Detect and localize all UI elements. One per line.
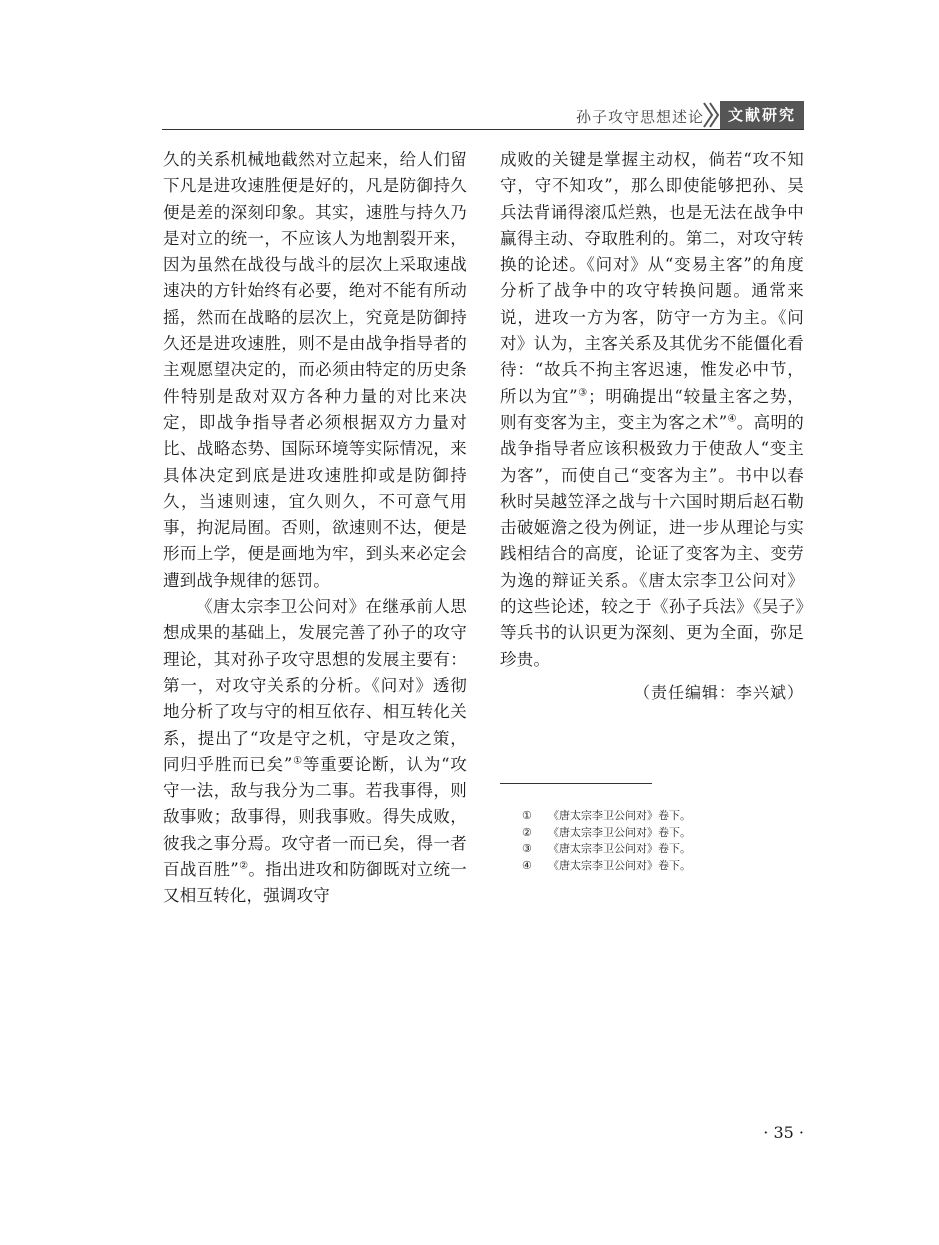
running-header-title: 孙子攻守思想述论 bbox=[575, 108, 704, 126]
body-paragraph: 久的关系机械地截然对立起来，给人们留下凡是进攻速胜便是好的，凡是防御持久便是差的深刻印象。其实，速胜与持久乃是对立的统一，不应该人为地割裂开来，因为虽然在战役与战斗的层次上采取速战速决的方针始终有必要，绝对不能有所动摇，然而在战略的层次上，究竟是防御持久还是进攻速胜，则不是由战争指导者的主观愿望决定的，而必须由特定的历史条件特别是敌对双方各种力量的对比来决定，即战争指导者必须根据双方力量对比、战略态势、国际环境等实际情况，来具体决定到底是进攻速胜抑或是防御持久，当速则速，宜久则久，不可意气用事，拘泥局囿。否则，欲速则不达，便是形而上学，便是画地为牢，到头来必定会遭到战争规律的惩罚。 bbox=[163, 150, 467, 590]
body-paragraph bbox=[500, 147, 804, 673]
footnote-list bbox=[522, 808, 691, 874]
body-paragraph bbox=[163, 594, 467, 910]
editor-credit: （责任编辑：李兴斌） bbox=[633, 683, 804, 702]
right-column bbox=[500, 147, 804, 673]
footnote-mark: ④ bbox=[522, 858, 532, 872]
footnote-text: 《唐太宗李卫公问对》卷下。 bbox=[548, 858, 691, 872]
footnote-item bbox=[522, 825, 691, 842]
footnote-item bbox=[522, 841, 691, 858]
footnote-divider bbox=[500, 783, 652, 784]
running-header bbox=[162, 101, 804, 130]
footnote-mark: ② bbox=[522, 825, 532, 839]
footnote-reference[interactable]: ① bbox=[292, 755, 303, 767]
footnote-text: 《唐太宗李卫公问对》卷下。 bbox=[548, 842, 691, 855]
footnote-mark: ① bbox=[522, 809, 532, 822]
footnote-item bbox=[522, 858, 691, 875]
footnote-reference[interactable]: ③ bbox=[577, 387, 589, 399]
category-badge: 文献研究 bbox=[720, 101, 804, 129]
footnote-reference[interactable]: ④ bbox=[727, 413, 737, 425]
page-number: · 35 · bbox=[763, 1123, 804, 1142]
body-text: 《唐太宗李卫公问对》在继承前人思想成果的基础上，发展完善了孙子的攻守理论，其对孙子攻守思想的发展主要有：第一，对攻守关系的分析。《问对》透彻地分析了攻与守的相互依存、相互转化关系，提出了“攻是守之机，守是攻之策，同归乎胜而已矣” bbox=[163, 597, 467, 774]
footnote-text: 《唐太宗李卫公问对》卷下。 bbox=[548, 825, 691, 839]
footnote-reference[interactable]: ② bbox=[238, 860, 249, 872]
chevron-right-icon bbox=[702, 101, 720, 129]
body-text: ；明确提出“较量主客之势，则有变客为主，变主为客之术” bbox=[500, 386, 804, 432]
left-column bbox=[163, 147, 467, 910]
body-text: 成败的关键是掌握主动权，倘若“攻不知守，守不知攻”，那么即使能够把孙、吴兵法背诵得滚瓜烂熟，也是无法在战争中赢得主动、夺取胜利的。第二，对攻守转换的论述。《问对》从“变易主客”的角度分析了战争中的攻守转换问题。通常来说，进攻一方为客，防守一方为主。《问对》认为，主客关系及其优劣不能僵化看待：“故兵不拘主客迟速，惟发必中节，所以为宜” bbox=[500, 150, 804, 406]
body-text: 。高明的战争指导者应该积极致力于使敌人“变主为客”，而使自己“变客为主”。书中以春秋时吴越笠泽之战与十六国时期后赵石勒击破姬澹之役为例证，进一步从理论与实践相结合的高度，论证了变客为主、变劳为逸的辩证关系。《唐太宗李卫公问对》的这些论述，较之于《孙子兵法》《吴子》等兵书的认识更为深刻、更为全面，弥足珍贵。 bbox=[500, 412, 804, 669]
footnote-item bbox=[522, 808, 691, 825]
body-text: 等重要论断，认为“攻守一法，敌与我分为二事。若我事得，则敌事败；敌事得，则我事败。得失成败，彼我之事分焉。攻守者一而已矣，得一者百战百胜” bbox=[163, 754, 467, 880]
body-text: 。指出进攻和防御既对立统一又相互转化，强调攻守 bbox=[163, 860, 467, 906]
footnote-text: 《唐太宗李卫公问对》卷下。 bbox=[548, 809, 691, 822]
footnote-mark: ③ bbox=[522, 842, 532, 855]
